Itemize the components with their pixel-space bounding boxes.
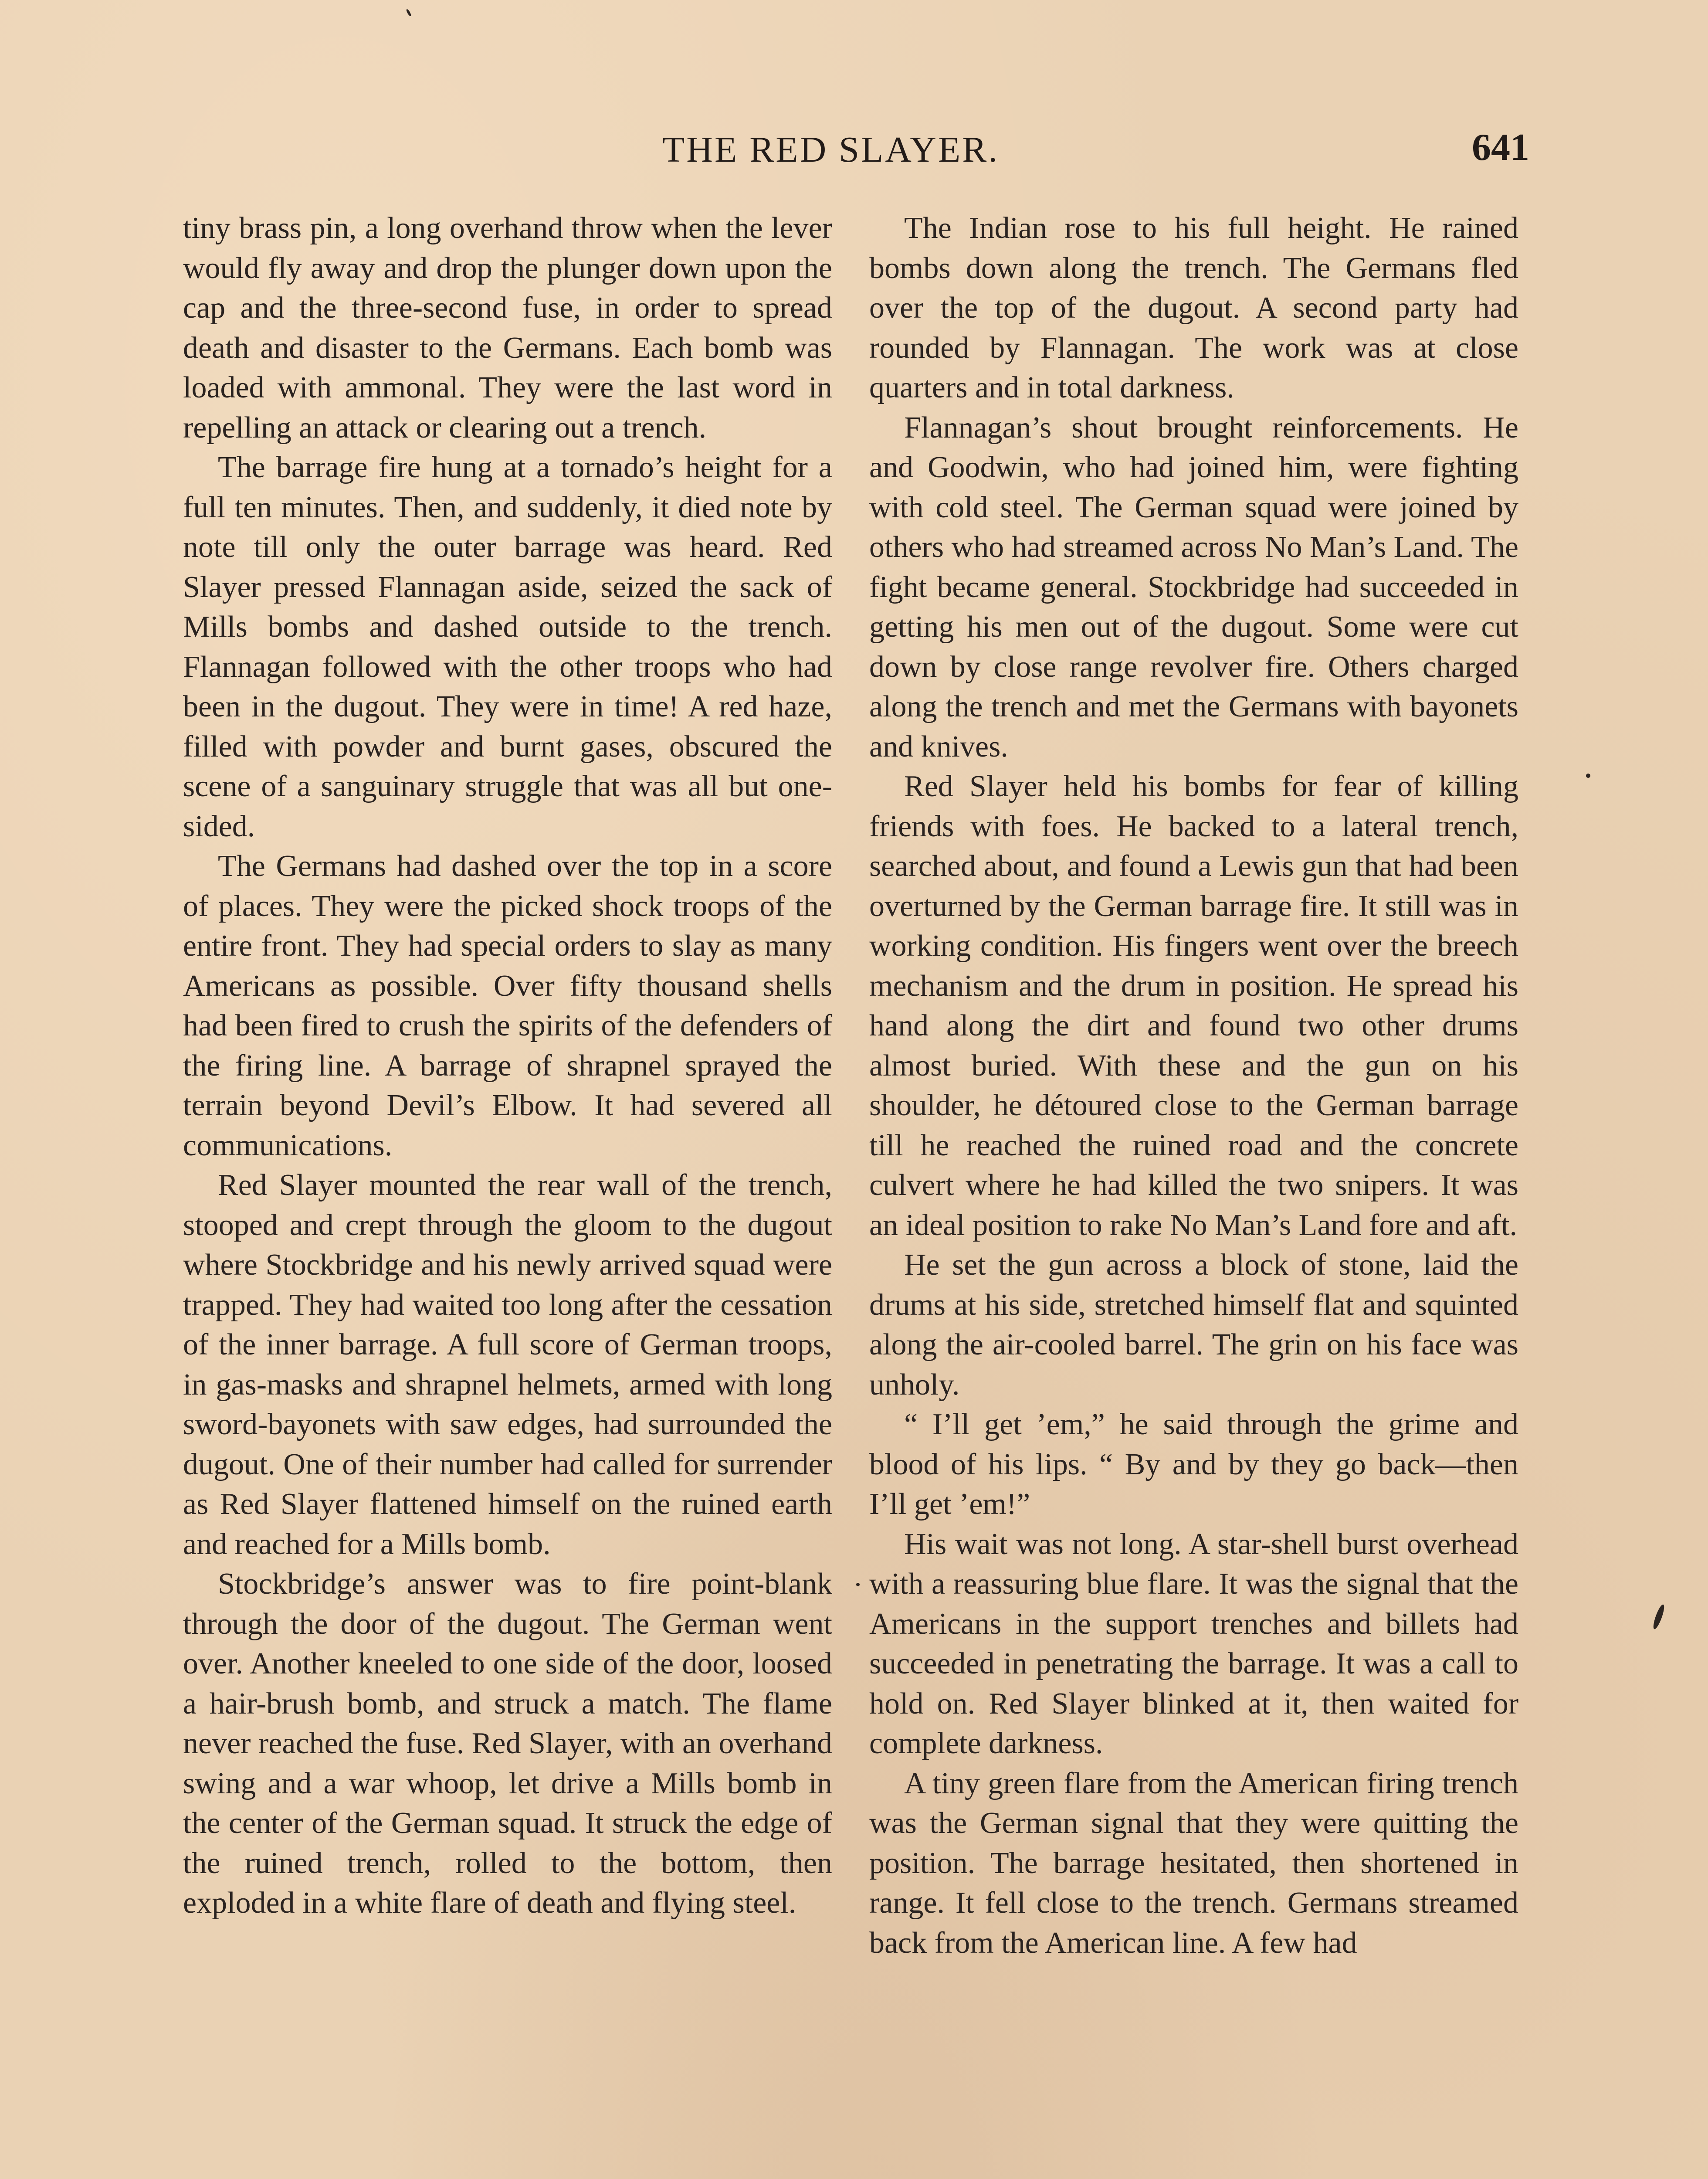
ink-speck [1651, 1603, 1666, 1630]
left-column [183, 208, 832, 1923]
paragraph: The barrage fire hung at a tornado’s height for a full ten minutes. Then, and suddenly, it died note by note till only the outer barrage was heard. Red Slayer pressed Flannagan aside, seized the sack of Mills bombs and dashed outside to the trench. Flannagan followed with the other troops who had been in the dugout. They were in time! A red haze, filled with powder and burnt gases, obscured the scene of a sanguinary struggle that was all but one-sided. [183, 451, 832, 843]
paragraph: The Indian rose to his full height. He rained bombs down along the trench. The Germans fled over the top of the dugout. A second party had rounded by Flannagan. The work was at close quarters and in total darkness. [869, 211, 1518, 404]
page-number: 641 [1472, 126, 1529, 169]
ink-speck [856, 1583, 860, 1586]
paragraph: His wait was not long. A star-shell burst overhead with a reassuring blue flare. It was the signal that the Americans in the support trenches and billets had succeeded in penetrating the barrage. It was a call to hold on. Red Slayer blinked at it, then waited for complete darkness. [869, 1527, 1518, 1760]
paragraph: Flannagan’s shout brought reinforcements. He and Goodwin, who had joined him, were fighting with cold steel. The German squad were joined by others who had streamed across No Man’s Land. The fight became general. Stockbridge had succeeded in getting his men out of the dugout. Some were cut down by close range revolver fire. Others charged along the trench and met the Germans with bayonets and knives. [869, 411, 1518, 764]
paragraph: A tiny green flare from the American firing trench was the German signal that they were quitting the position. The barrage hesitated, then shortened in range. It fell close to the trench. Germans streamed back from the American line. A few had [869, 1766, 1518, 1960]
ink-speck [1586, 774, 1590, 778]
ink-speck [406, 9, 412, 17]
right-column [869, 208, 1518, 1963]
paragraph: The Germans had dashed over the top in a score of places. They were the picked shock troops of the entire front. They had special orders to slay as many Americans as possible. Over fifty thousand shells had been fired to crush the spirits of the defenders of the firing line. A barrage of shrapnel sprayed the terrain beyond Devil’s Elbow. It had severed all communications. [183, 849, 832, 1162]
paragraph: Red Slayer held his bombs for fear of killing friends with foes. He backed to a lateral trench, searched about, and found a Lewis gun that had been overturned by the German barrage fire. It still was in working condition. His fingers went over the breech mechanism and the drum in position. He spread his hand along the dirt and found two other drums almost buried. With these and the gun on his shoulder, he détoured close to the German barrage till he reached the ruined road and the concrete culvert where he had killed the two snipers. It was an ideal position to rake No Man’s Land fore and aft. [869, 770, 1518, 1242]
paragraph: Red Slayer mounted the rear wall of the trench, stooped and crept through the gloom to the dugout where Stockbridge and his newly arrived squad were trapped. They had waited too long after the cessation of the inner barrage. A full score of German troops, in gas-masks and shrapnel helmets, armed with long sword-bayonets with saw edges, had surrounded the dugout. One of their number had called for surrender as Red Slayer flattened himself on the ruined earth and reached for a Mills bomb. [183, 1168, 832, 1561]
paragraph: Stockbridge’s answer was to fire point-blank through the door of the dugout. The German went over. Another kneeled to one side of the door, loosed a hair-brush bomb, and struck a match. The flame never reached the fuse. Red Slayer, with an overhand swing and a war whoop, let drive a Mills bomb in the center of the German squad. It struck the edge of the ruined trench, rolled to the bottom, then exploded in a white flare of death and flying steel. [183, 1567, 832, 1920]
paragraph: tiny brass pin, a long overhand throw when the lever would fly away and drop the plunger down upon the cap and the three-second fuse, in order to spread death and disaster to the Germans. Each bomb was loaded with ammonal. They were the last word in repelling an attack or clearing out a trench. [183, 211, 832, 445]
paragraph: He set the gun across a block of stone, laid the drums at his side, stretched himself flat and squinted along the air-cooled barrel. The grin on his face was unholy. [869, 1248, 1518, 1402]
running-title: THE RED SLAYER. [662, 129, 1000, 170]
paragraph: “ I’ll get ’em,” he said through the grime and blood of his lips. “ By and by they go back—then I’ll get ’em!” [869, 1408, 1518, 1521]
